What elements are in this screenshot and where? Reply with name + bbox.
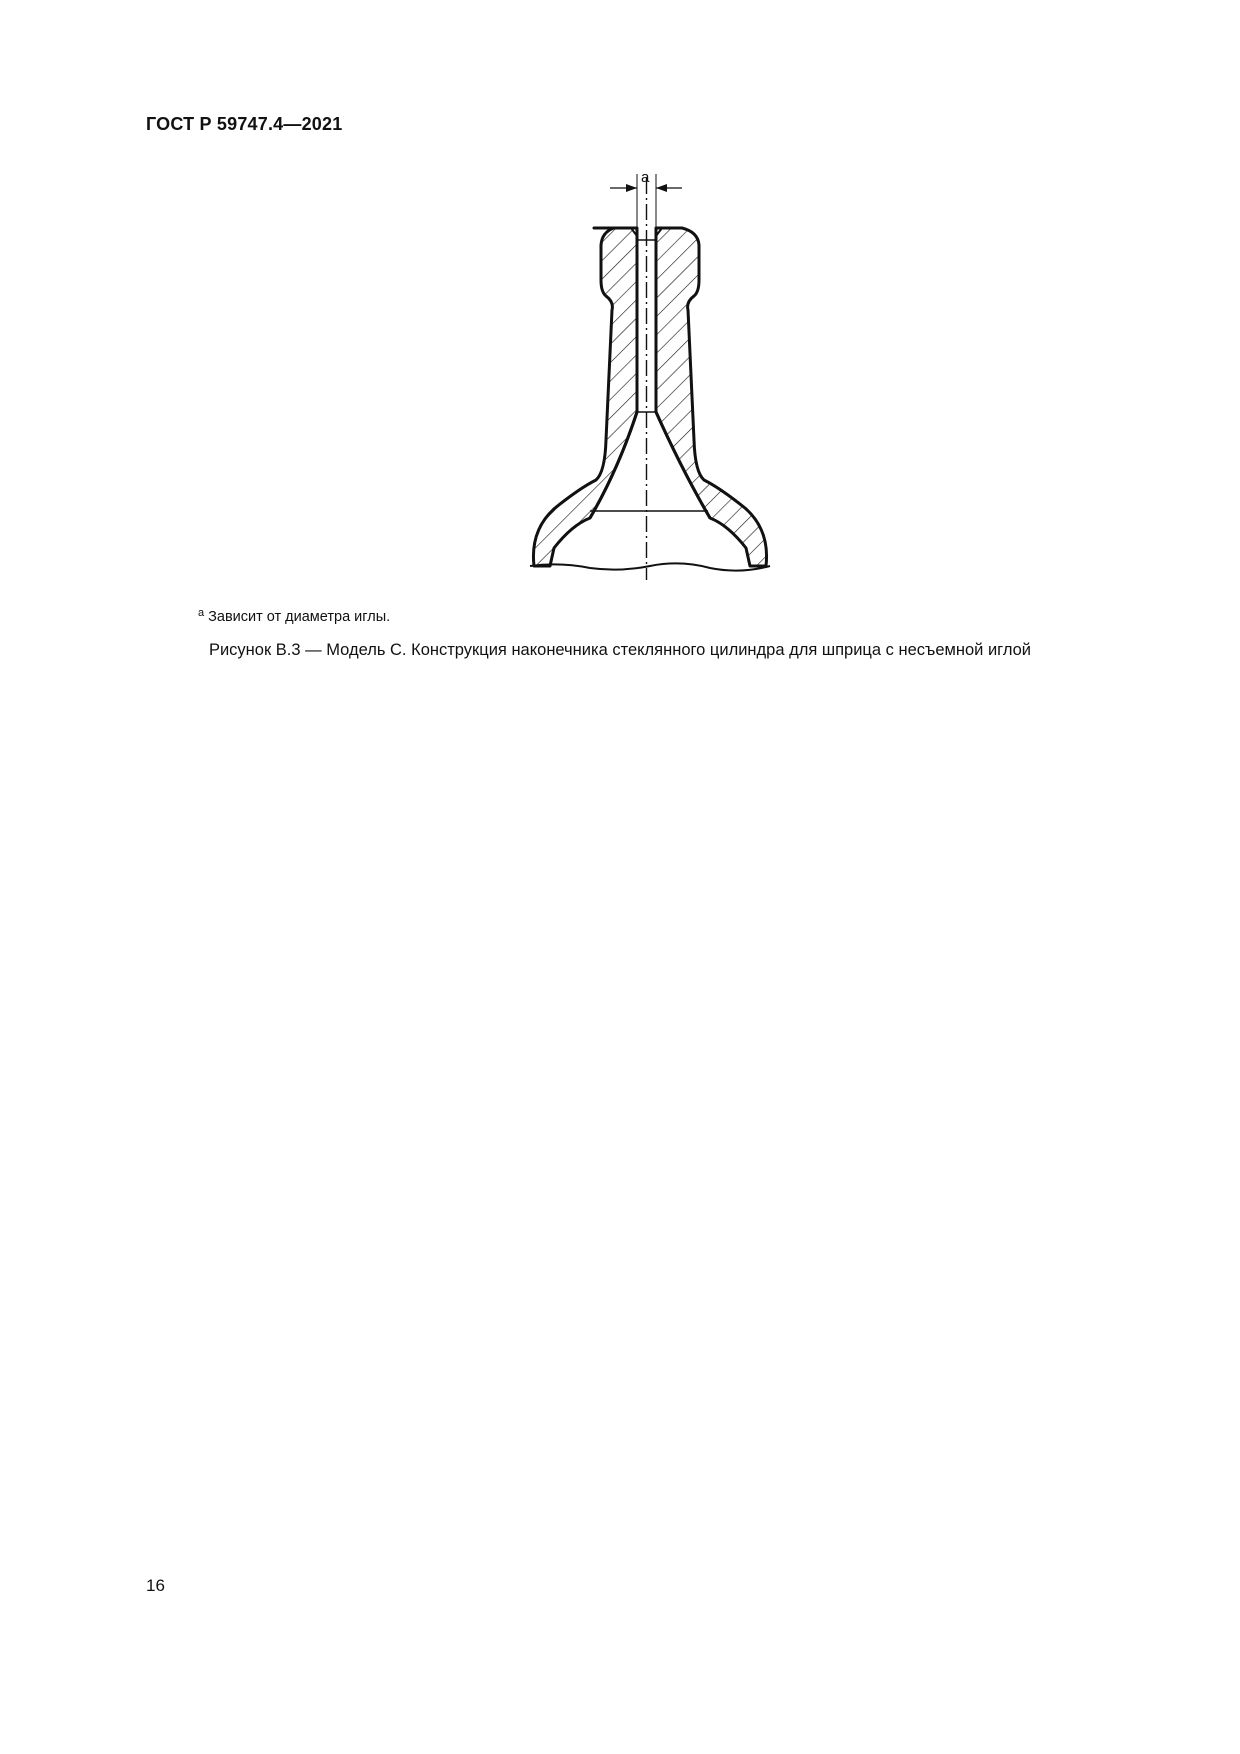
break-line [530,563,770,570]
dimension-label-a: a [641,170,650,186]
dim-arrow-right [656,184,667,192]
document-standard-number: ГОСТ Р 59747.4—2021 [146,114,343,134]
page-number: 16 [146,1576,165,1595]
figure-syringe-tip-drawing [490,170,810,580]
figure-footnote [198,607,390,625]
left-wall-section [533,228,637,566]
figure-caption: Рисунок В.3 — Модель С. Конструкция наконечника стеклянного цилиндра для шприца с несъемной иглой [208,641,1032,659]
dim-arrow-left [626,184,637,192]
footnote-text: Зависит от диаметра иглы. [208,609,391,625]
footnote-mark: a [198,607,205,619]
right-wall-section [656,228,767,566]
technical-drawing [490,170,810,580]
